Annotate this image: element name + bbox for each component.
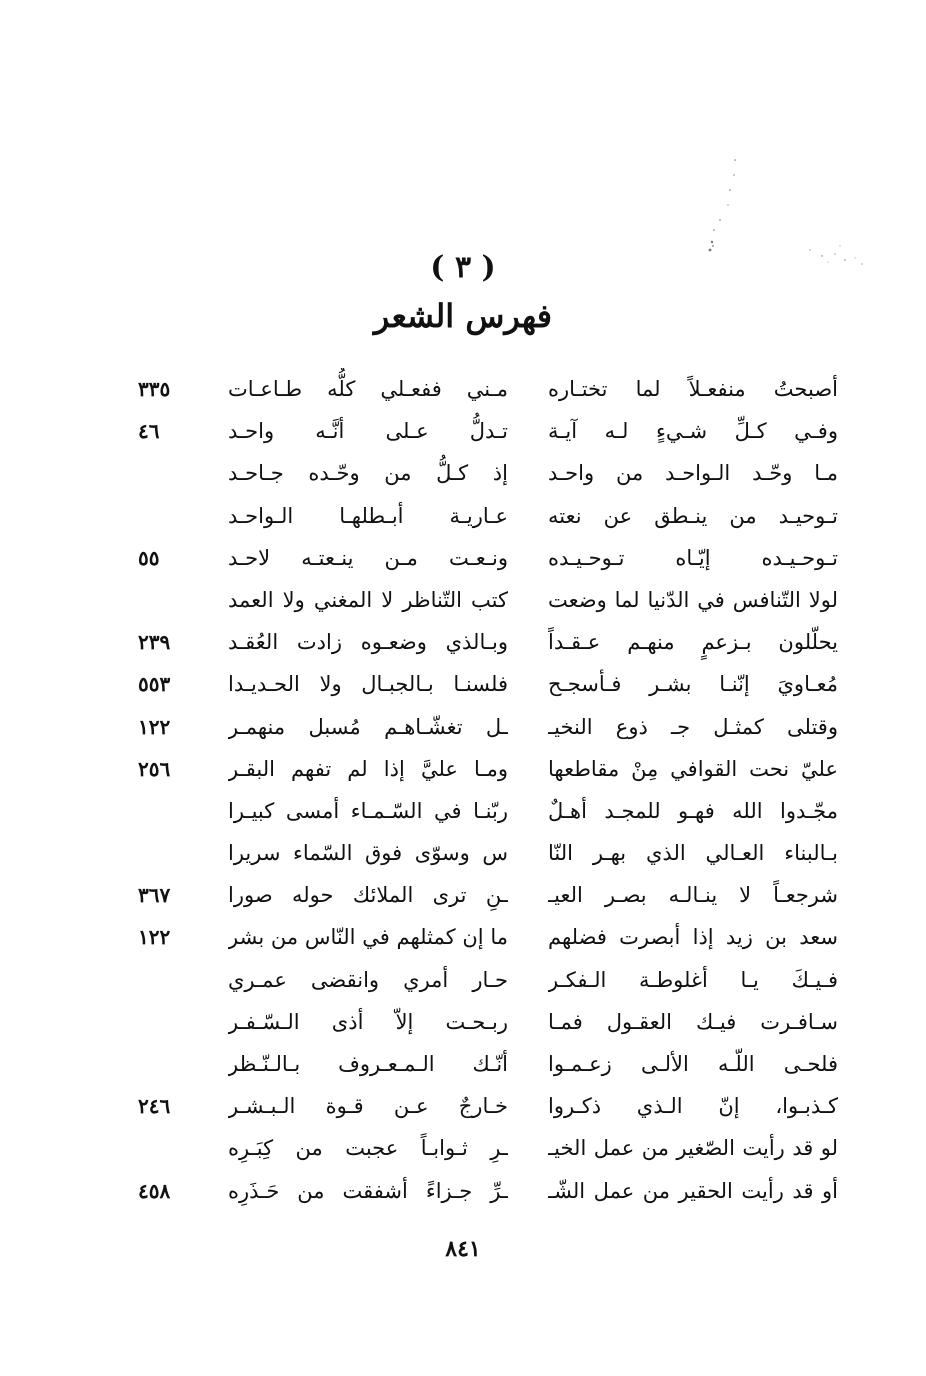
verse-row xyxy=(0,663,926,705)
verse-first-hemistich: مُعـاويَ إنّنـا بشـر فـأسجـح xyxy=(548,672,838,697)
verse-second-hemistich: ومـا عليَّ إذا لم تفهم البقـر xyxy=(228,756,508,781)
verse-row xyxy=(0,452,926,494)
verse-first-hemistich: عليّ نحت القوافي مِنْ مقاطعها xyxy=(548,756,838,781)
verse-first-hemistich: أو قد رأيت الحقير من عمل الشّـ xyxy=(548,1178,838,1203)
verse-row xyxy=(0,1043,926,1085)
verse-second-hemistich: عـاريـة أبـطلهـا الـواحـد xyxy=(228,503,508,528)
verse-row xyxy=(0,916,926,958)
verse-page-reference: ١٢٢ xyxy=(138,714,171,739)
verse-row xyxy=(0,1085,926,1127)
verse-second-hemistich: ـنِ ترى الملائك حوله صورا xyxy=(228,883,508,908)
verse-second-hemistich: فلسنـا بـالجبـال ولا الحـديـدا xyxy=(228,672,508,697)
verse-second-hemistich: س وسوّى فوق السّماء سريرا xyxy=(228,841,508,866)
verse-first-hemistich: مجّـدوا الله فهـو للمجـد أهـلٌ xyxy=(548,798,838,823)
verse-page-reference: ٥٥٣ xyxy=(138,672,171,697)
verse-page-reference xyxy=(138,452,198,494)
verse-row xyxy=(0,874,926,916)
verse-row xyxy=(0,832,926,874)
verse-second-hemistich: وبـالذي وضعـوه زادت العُقـد xyxy=(228,630,508,655)
verse-page-reference: ١٢٢ xyxy=(138,925,171,950)
verse-page-reference xyxy=(138,959,198,1001)
verse-row xyxy=(0,579,926,621)
verse-second-hemistich: ـرِ ثـوابـاً عجبت من كِبَـرِه xyxy=(228,1136,508,1161)
verse-page-reference xyxy=(138,790,198,832)
verse-page-reference xyxy=(138,495,198,537)
verse-second-hemistich: ما إن كمثلهم في النّاس من بشر xyxy=(228,925,508,950)
verse-first-hemistich: فلحـى اللّـه الألـى زعـمـوا xyxy=(548,1052,838,1076)
verse-page-reference xyxy=(138,832,198,874)
verse-first-hemistich: لولا التّنافس في الدّنيا لما وضعت xyxy=(548,587,838,612)
verse-first-hemistich: وفـي كـلِّ شـيءٍ لـه آيـة xyxy=(548,419,838,444)
verse-row xyxy=(0,959,926,1001)
verse-row xyxy=(0,790,926,832)
verse-row xyxy=(0,1170,926,1212)
verse-second-hemistich: مـني ففعـلي كلُّه طـاعـات xyxy=(228,377,508,401)
poetry-index-list xyxy=(0,368,926,1212)
verse-first-hemistich: أصبحتُ منفعـلاً لما تختـاره xyxy=(548,377,838,401)
verse-page-reference xyxy=(138,579,198,621)
verse-page-reference xyxy=(138,1043,198,1085)
verse-row xyxy=(0,410,926,452)
verse-page-reference: ٢٤٦ xyxy=(138,1094,171,1119)
verse-row xyxy=(0,368,926,410)
verse-page-reference: ٤٦ xyxy=(138,419,160,444)
verse-second-hemistich: إذ كـلُّ من وحّـده جـاحـد xyxy=(228,461,508,486)
verse-page-reference xyxy=(138,1127,198,1169)
verse-first-hemistich: يحلّلون بـزعمٍ منهـم عـقـداً xyxy=(548,630,838,655)
verse-first-hemistich: بـالبناء العـالي الذي بهـر النّا xyxy=(548,841,838,866)
verse-first-hemistich: شرجعـاً لا ينـالـه بصـر العيـ xyxy=(548,883,838,908)
verse-page-reference: ٢٣٩ xyxy=(138,630,171,655)
verse-first-hemistich: تـوحيـد من ينـطق عن نعته xyxy=(548,503,838,528)
verse-second-hemistich: ربّنـا في السّـمـاء أمسى كبيـرا xyxy=(228,798,508,823)
verse-row xyxy=(0,537,926,579)
verse-first-hemistich: سـافـرت فيـك العقـول فمـا xyxy=(548,1009,838,1034)
verse-page-reference: ٥٥ xyxy=(138,545,160,570)
verse-first-hemistich: وقتلى كمثـل جـ ذوع النخيـ xyxy=(548,714,838,739)
verse-second-hemistich: ـرِّ جـزاءً أشفقت من حَـذَرِه xyxy=(228,1178,508,1203)
verse-first-hemistich: لو قد رأيت الصّغير من عمل الخيـ xyxy=(548,1136,838,1161)
verse-second-hemistich: ربـحـت إلاّ أذى الـسّـفـر xyxy=(228,1009,508,1034)
verse-first-hemistich: فـيـكَ يـا أغلوطـة الـفكـر xyxy=(548,967,838,992)
verse-second-hemistich: كتب التّناظر لا المغني ولا العمد xyxy=(228,587,508,612)
page-number: ٨٤١ xyxy=(445,1236,481,1262)
verse-first-hemistich: كـذبـوا، إنّ الـذي ذكـروا xyxy=(548,1094,838,1119)
section-number: ( ٣ ) xyxy=(430,250,496,285)
verse-row xyxy=(0,1001,926,1043)
verse-row xyxy=(0,621,926,663)
verse-row xyxy=(0,706,926,748)
verse-second-hemistich: ونـعـت مـن ينـعتـه لاحـد xyxy=(228,545,508,570)
verse-second-hemistich: حـار أمري وانقضى عمـري xyxy=(228,967,508,992)
verse-page-reference: ٣٦٧ xyxy=(138,883,171,908)
section-title: فهرس الشعر xyxy=(373,297,553,335)
verse-page-reference: ٢٥٦ xyxy=(138,756,171,781)
verse-second-hemistich: أنّـك الـمـعـروف بـالـنّـظر xyxy=(228,1052,508,1076)
verse-row xyxy=(0,1127,926,1169)
verse-row xyxy=(0,495,926,537)
verse-first-hemistich: مـا وحّـد الـواحـد من واحـد xyxy=(548,461,838,486)
verse-page-reference xyxy=(138,1001,198,1043)
verse-page-reference: ٣٣٥ xyxy=(138,377,171,401)
verse-page-reference: ٤٥٨ xyxy=(138,1178,171,1203)
verse-second-hemistich: خـارجٌ عـن قـوة الـبـشـر xyxy=(228,1094,508,1119)
verse-first-hemistich: تـوحـيـده إيّـاه تـوحـيـده xyxy=(548,545,838,570)
verse-first-hemistich: سعد بن زيد إذا أبصرت فضلهم xyxy=(548,925,838,950)
verse-row xyxy=(0,748,926,790)
verse-second-hemistich: تـدلُّ عـلى أنَّـه واحـد xyxy=(228,419,508,444)
verse-second-hemistich: ـل تغشّـاهـم مُسبل منهمـر xyxy=(228,714,508,739)
